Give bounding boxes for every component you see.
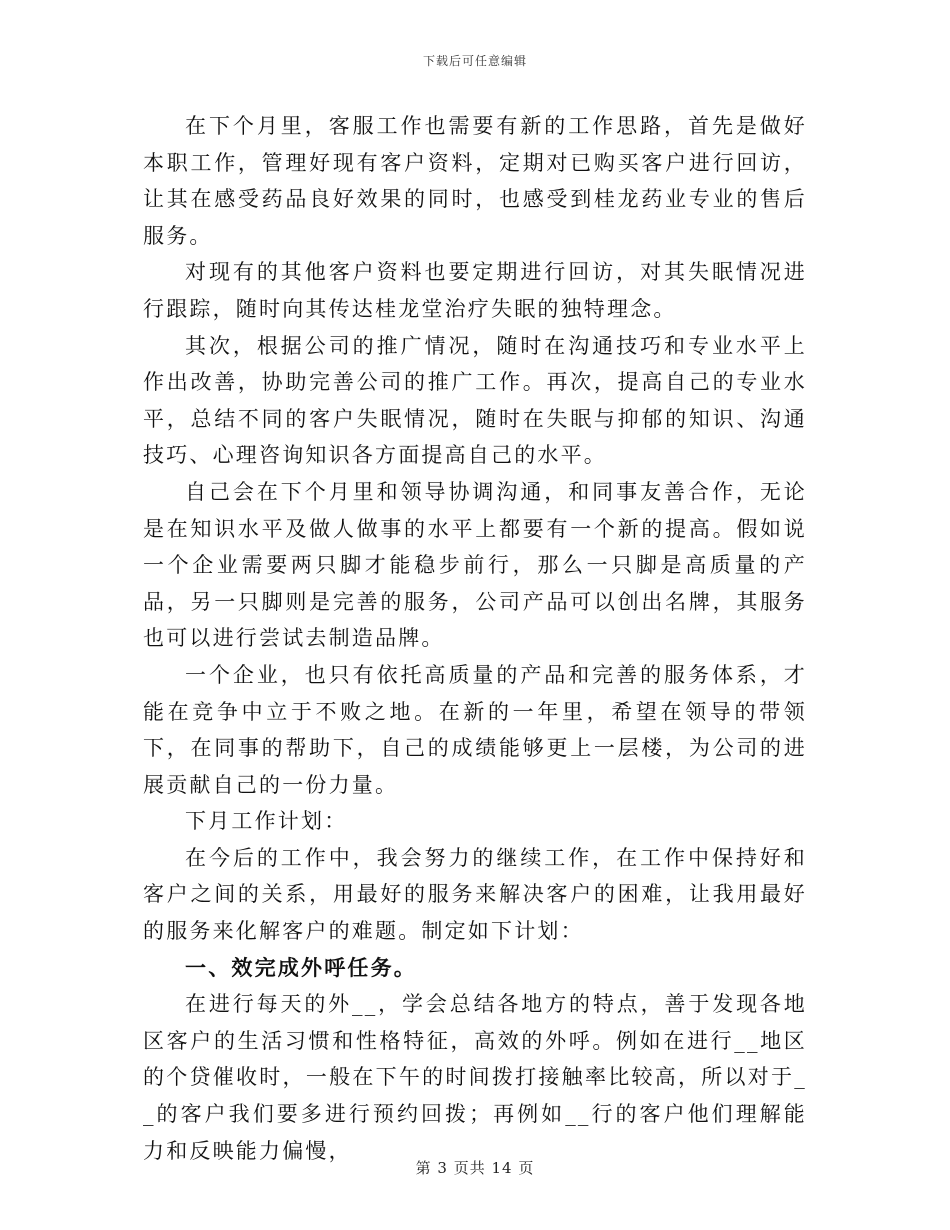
paragraph: 下月工作计划： xyxy=(185,809,348,834)
page-number: 第 3 页共 14 页 xyxy=(415,1159,535,1177)
page-header: 下载后可任意编辑 xyxy=(422,54,527,68)
paragraph: 在今后的工作中，我会努力的继续工作，在工作中保持好和客户之间的关系，用最好的服务来解决客户的困难，让我用最好的服务来化解客户的难题。制定如下计划： xyxy=(143,845,807,944)
paragraph: 自己会在下个月里和领导协调沟通，和同事友善合作，无论是在知识水平及做人做事的水平上都要有一个新的提高。假如说一个企业需要两只脚才能稳步前行，那么一只脚是高质量的产品，另一只脚则是完善的服务，公司产品可以创出名牌，其服务也可以进行尝试去制造品牌。 xyxy=(143,479,807,651)
paragraph: 一个企业，也只有依托高质量的产品和完善的服务体系，才能在竞争中立于不败之地。在新的一年里，希望在领导的带领下，在同事的帮助下，自己的成绩能够更上一层楼，为公司的进展贡献自己的一份力量。 xyxy=(143,662,807,797)
paragraph: 对现有的其他客户资料也要定期进行回访，对其失眠情况进行跟踪，随时向其传达桂龙堂治疗失眠的独特理念。 xyxy=(143,260,807,321)
paragraph: 在下个月里，客服工作也需要有新的工作思路，首先是做好本职工作，管理好现有客户资料，定期对已购买客户进行回访，让其在感受药品良好效果的同时，也感受到桂龙药业专业的售后服务。 xyxy=(143,114,807,248)
paragraph: 在进行每天的外__，学会总结各地方的特点，善于发现各地区客户的生活习惯和性格特征，高效的外呼。例如在进行__地区的个贷催收时，一般在下午的时间拨打接触率比较高，所以对于__的客户我们要多进行预约回拨；再例如__行的客户他们理解能力和反映能力偏慢， xyxy=(143,992,807,1163)
document-body xyxy=(143,108,807,1169)
paragraph: 其次，根据公司的推广情况，随时在沟通技巧和专业水平上作出改善，协助完善公司的推广工作。再次，提高自己的专业水平，总结不同的客户失眠情况，随时在失眠与抑郁的知识、沟通技巧、心理咨询知识各方面提高自己的水平。 xyxy=(143,333,807,468)
section-heading: 一、效完成外呼任务。 xyxy=(185,955,417,980)
